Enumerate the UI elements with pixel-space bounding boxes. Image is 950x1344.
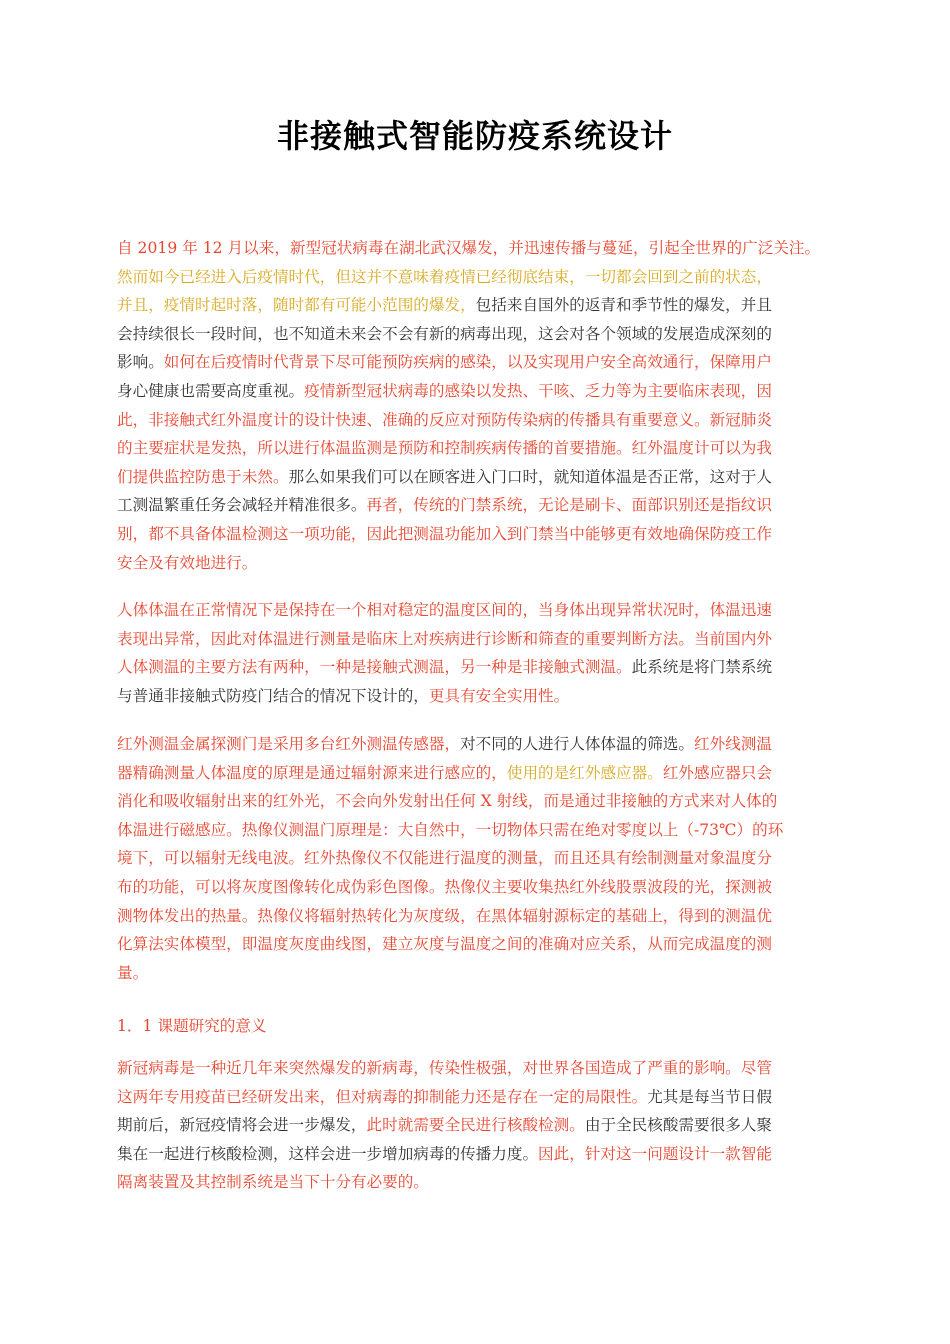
text-segment: 表现出异常，因此对体温进行测量是临床上对疾病进行诊断和筛查的重要判断方法。当前国内外 — [117, 629, 772, 648]
text-line — [117, 596, 833, 625]
text-line — [117, 1140, 833, 1169]
text-line — [117, 873, 833, 902]
text-segment: 器精确测量人体温度的原理是通过辐射源来进行感应的， — [117, 763, 507, 782]
text-line — [117, 653, 833, 682]
text-segment: 然而如今已经进入后疫情时代，但这并不意味着疫情已经彻底结束，一切都会回到之前的状态， — [117, 267, 772, 286]
text-line — [117, 1012, 833, 1041]
text-line — [117, 930, 833, 959]
text-segment: 与普通非接触式防疫门结合的情况下设计的， — [117, 686, 429, 705]
text-segment: 因此，针对这一问题设计一款智能 — [538, 1144, 772, 1163]
text-segment: 更具有安全实用性。 — [428, 686, 570, 705]
text-segment: 那么如果我们可以在顾客进入门口时，就知道体温是否正常，这对于人 — [288, 467, 772, 486]
text-line — [117, 320, 833, 349]
paragraph-intro — [117, 234, 833, 577]
text-segment: 身心健康也需要高度重视。 — [117, 381, 305, 400]
text-line — [117, 377, 833, 406]
text-segment: 红外测温金属探测门是采用多台红外测温传感器， — [117, 735, 461, 753]
text-line — [117, 291, 833, 320]
text-segment: 疫情新型冠状病毒的感染以发热、干咳、乏力等为主要临床表现，因 — [304, 381, 772, 400]
text-line — [117, 434, 833, 463]
text-line — [117, 759, 833, 788]
text-segment: 这两年专用疫苗已经研发出来，但对病毒的抑制能力还是存在一定的局限性。 — [117, 1087, 648, 1106]
text-segment: 由于全民核酸需要很多人聚 — [584, 1116, 772, 1135]
text-line — [117, 1111, 833, 1140]
text-line — [117, 491, 833, 520]
text-line — [117, 844, 833, 873]
text-line — [117, 263, 833, 292]
text-line — [117, 1168, 833, 1197]
text-line — [117, 463, 833, 492]
text-line — [117, 730, 833, 759]
text-line — [117, 902, 833, 931]
text-segment: 的主要症状是发热，所以进行体温监测是预防和控制疾病传播的首要措施。红外温度计可以为我 — [117, 439, 772, 458]
text-line — [117, 787, 833, 816]
text-line — [117, 1054, 833, 1083]
text-segment: 会持续很长一段时间，也不知道未来会不会有新的病毒出现，这会对各个领域的发展造成深刻的 — [117, 324, 772, 343]
text-line — [117, 234, 833, 263]
text-segment: 期前后，新冠疫情将会进一步爆发， — [117, 1116, 367, 1135]
section-heading — [117, 1012, 833, 1041]
text-segment: 使用的是红外感应器。 — [506, 763, 663, 782]
text-line — [117, 959, 833, 988]
text-segment: 体温进行磁感应。热像仪测温门原理是：大自然中，一切物体只需在绝对零度以上（-73℃）的环 — [117, 820, 784, 839]
text-segment: 化算法实体模型，即温度灰度曲线图，建立灰度与温度之间的准确对应关系，从而完成温度的测 — [117, 935, 772, 954]
text-segment: 境下，可以辐射无线电波。红外热像仪不仅能进行温度的测量，而且还具有绘制测量对象温度分 — [117, 849, 772, 868]
text-segment: 量。 — [117, 963, 149, 982]
text-segment: 集在一起进行核酸检测，这样会进一步增加病毒的传播力度。 — [117, 1144, 539, 1163]
text-segment: 此，非接触式红外温度计的设计快速、准确的反应对预防传染病的传播具有重要意义。新冠肺炎 — [117, 410, 772, 429]
text-segment: 隔离装置及其控制系统是当下十分有必要的。 — [117, 1173, 429, 1192]
text-segment: 如何在后疫情时代背景下尽可能预防疾病的感染，以及实现用户安全高效通行，保障用户 — [163, 353, 772, 372]
text-segment: 们提供监控防患于未然。 — [117, 467, 289, 486]
text-segment: 布的功能，可以将灰度图像转化成伪彩色图像。热像仪主要收集热红外线股票波段的光，探测被 — [117, 877, 772, 896]
text-line — [117, 348, 833, 377]
text-segment: 红外线测温 — [694, 735, 772, 753]
text-segment: 人体测温的主要方法有两种，一种是接触式测温，另一种是非接触式测温。 — [117, 658, 632, 677]
text-segment: 别，都不具备体温检测这一项功能，因此把测温功能加入到门禁当中能够更有效地确保防疫工作 — [117, 524, 772, 543]
paragraph-body-temperature — [117, 596, 833, 710]
text-line — [117, 682, 833, 711]
text-line — [117, 549, 833, 578]
text-line — [117, 816, 833, 845]
text-segment: 影响。 — [117, 353, 164, 372]
text-segment: 再者，传统的门禁系统，无论是刷卡、面部识别还是指纹识 — [366, 496, 772, 515]
text-segment: 包括来自国外的返青和季节性的爆发，并且 — [475, 296, 772, 315]
paragraph-research-significance — [117, 1054, 833, 1197]
text-segment: 1．1 课题研究的意义 — [117, 1017, 267, 1035]
text-segment: 自 2019 年 12 月以来，新型冠状病毒在湖北武汉爆发，并迅速传播与蔓延，引起全世界的广泛关注。 — [117, 239, 821, 257]
text-segment: 工测温繁重任务会减轻并精准很多。 — [117, 496, 367, 515]
text-segment: 人体体温在正常情况下是保持在一个相对稳定的温度区间的，当身体出现异常状况时，体温迅速 — [117, 601, 772, 619]
text-segment: 红外感应器只会 — [662, 763, 772, 782]
text-line — [117, 406, 833, 435]
text-segment: 消化和吸收辐射出来的红外光，不会向外发射出任何 X 射线，而是通过非接触的方式来对人体的 — [117, 792, 778, 811]
text-segment: 并且，疫情时起时落，随时都有可能小范围的爆发， — [117, 296, 476, 315]
paragraph-infrared-door — [117, 730, 833, 987]
text-segment: 新冠病毒是一种近几年来突然爆发的新病毒，传染性极强，对世界各国造成了严重的影响。尽管 — [117, 1059, 772, 1077]
text-line — [117, 1083, 833, 1112]
text-line — [117, 625, 833, 654]
text-line — [117, 520, 833, 549]
text-segment: 测物体发出的热量。热像仪将辐射热转化为灰度级，在黑体辐射源标定的基础上，得到的测温优 — [117, 906, 772, 925]
text-segment: 此系统是将门禁系统 — [631, 658, 772, 677]
text-segment: 此时就需要全民进行核酸检测。 — [366, 1116, 585, 1135]
page-title: 非接触式智能防疫系统设计 — [276, 117, 673, 155]
text-segment: 安全及有效地进行。 — [117, 553, 258, 572]
text-segment: 尤其是每当节日假 — [647, 1087, 772, 1106]
text-segment: 对不同的人进行人体体温的筛选。 — [460, 735, 694, 753]
